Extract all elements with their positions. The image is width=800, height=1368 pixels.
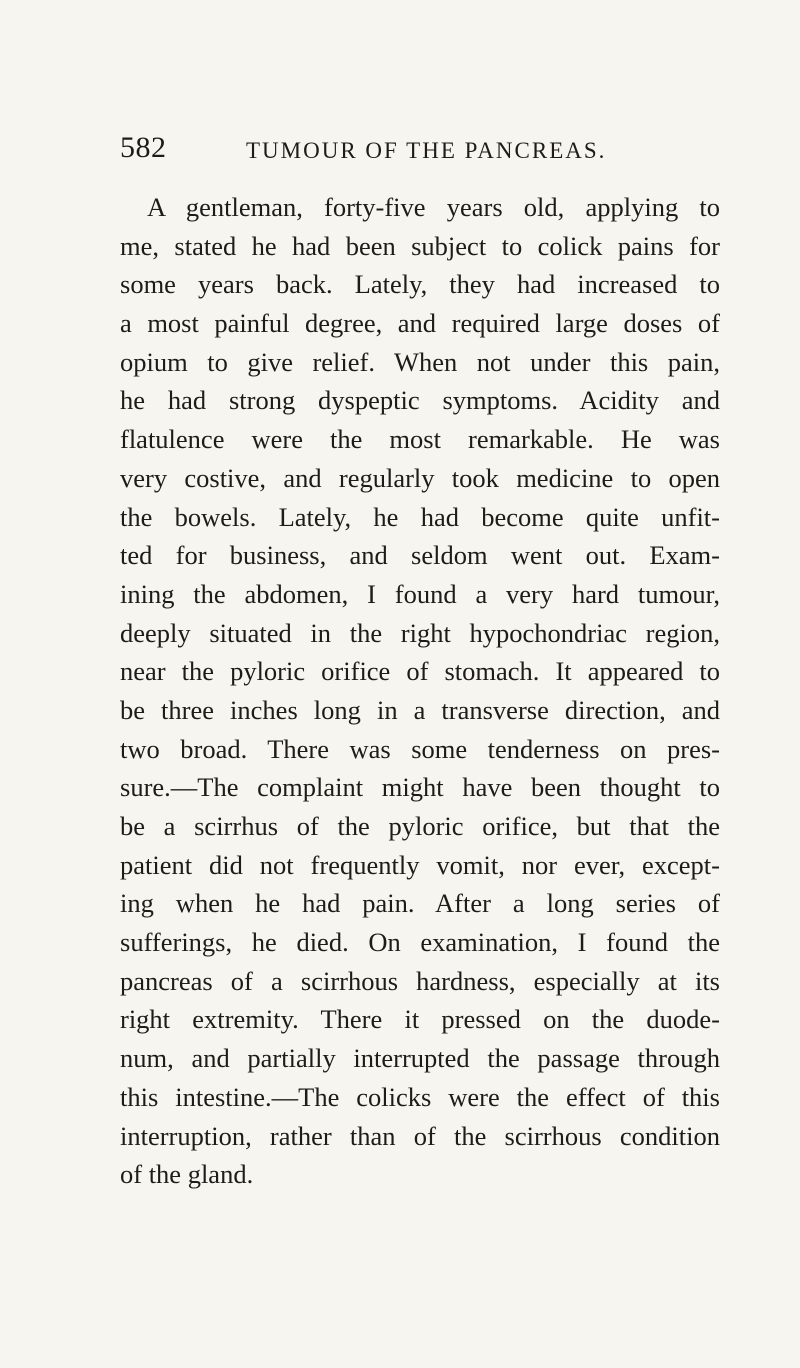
text-line: A gentleman, forty-five years old, applying to (147, 192, 720, 222)
text-line: near the pyloric orifice of stomach. It appeared to (120, 656, 720, 687)
text-line: he had strong dyspeptic symptoms. Acidity and (120, 385, 720, 416)
text-line: two broad. There was some tenderness on pres- (120, 733, 720, 764)
text-line: be a scirrhus of the pyloric orifice, but that the (120, 811, 720, 841)
text-line: the bowels. Lately, he had become quite unfit- (120, 501, 720, 532)
text-line: be three inches long in a transverse direction, and (120, 694, 720, 725)
text-line: opium to give relief. When not under this pain, (120, 346, 720, 377)
text-line: flatulence were the most remarkable. He was (120, 424, 720, 455)
text-line: very costive, and regularly took medicine to open (120, 462, 720, 493)
text-line: of the gland. (120, 1159, 254, 1190)
text-line: deeply situated in the right hypochondriac region, (120, 617, 720, 648)
text-line: interruption, rather than of the scirrhous condition (120, 1120, 720, 1151)
running-header (120, 128, 720, 168)
text-line: sure.—The complaint might have been thought to (120, 772, 720, 803)
text-line: right extremity. There it pressed on the duode- (120, 1004, 720, 1035)
text-line: ted for business, and seldom went out. Exam- (120, 540, 720, 571)
text-line: pancreas of a scirrhous hardness, especially at its (120, 965, 720, 996)
text-line: a most painful degree, and required large doses of (120, 308, 720, 339)
text-line: this intestine.—The colicks were the effect of this (120, 1081, 720, 1112)
page-number: 582 (120, 131, 167, 164)
text-line: num, and partially interrupted the passage through (120, 1043, 720, 1074)
text-line: me, stated he had been subject to colick pains for (120, 230, 720, 261)
text-line: patient did not frequently vomit, nor ever, except- (120, 849, 720, 880)
text-line: ing when he had pain. After a long series of (120, 888, 720, 919)
text-line: sufferings, he died. On examination, I found the (120, 927, 720, 958)
body-paragraph (120, 188, 720, 1194)
text-line: some years back. Lately, they had increased to (120, 269, 720, 300)
text-line: ining the abdomen, I found a very hard tumour, (120, 578, 720, 609)
running-title: TUMOUR OF THE PANCREAS. (246, 138, 607, 163)
